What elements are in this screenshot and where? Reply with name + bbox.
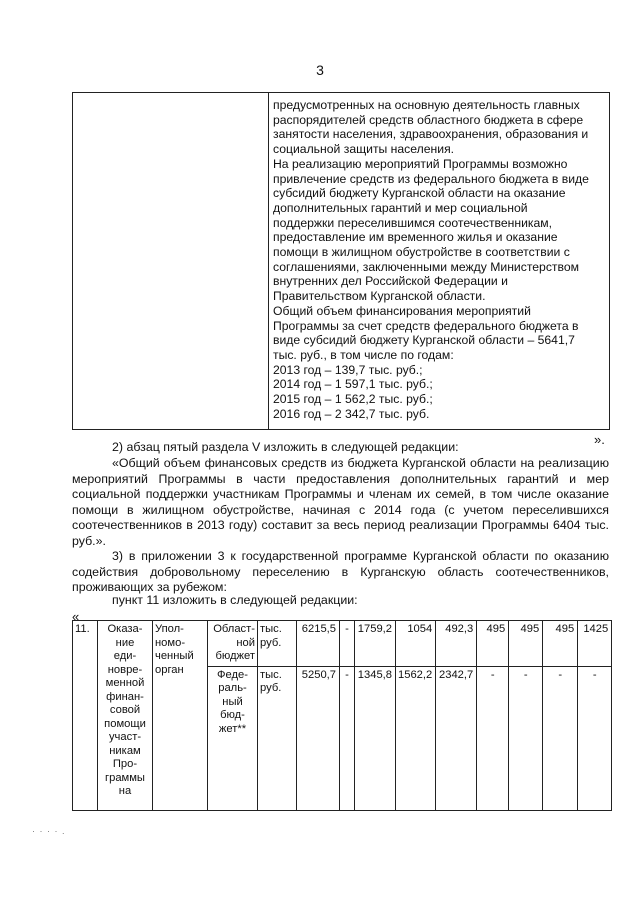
value-cell: -: [340, 666, 355, 811]
continuation-table: [72, 92, 610, 430]
text-line: 2015 год – 1 562,2 тыс. руб.;: [273, 392, 433, 407]
value-cell: -: [340, 621, 355, 667]
value-cell: 5250,7: [297, 666, 340, 811]
paragraph-item-3: 3) в приложении 3 к государственной программе Курганской области по оказанию содействия добровольному переселению в Курганскую область соотечественников, проживающих за рубежом:: [72, 549, 609, 595]
value-cell: 492,3: [436, 621, 477, 667]
source-cell: Област- ной бюджет: [208, 621, 258, 667]
text-line: субсидий бюджету Курганской области на оказание: [273, 186, 566, 201]
row-number-cell: 11.: [73, 621, 98, 811]
value-cell: 6215,5: [297, 621, 340, 667]
text-line: поддержки переселившимся соотечественникам,: [273, 215, 553, 230]
text-line: внутренних дел Российской Федерации и: [273, 274, 508, 289]
scan-artifact: · · · · .: [32, 826, 66, 836]
value-cell: -: [477, 666, 509, 811]
paragraph-quote: «Общий объем финансовых средств из бюджета Курганской области на реализацию мероприятий Программы в части предоставления дополнительных гарантий и мер социальной поддержки участникам Программы и членам их семей, в том числе оказание помощи в жилищном обустройстве, начиная с 2014 года (с учетом переселившихся соотечественников в 2013 году) составит за весь период реализации Программы 6404 тыс. руб.».: [72, 456, 609, 548]
paragraph-point: пункт 11 изложить в следующей редакции:: [112, 593, 358, 607]
event-cell: Оказа- ние еди- новре- менной финан- совой помощи участ- никам Про- граммы на: [98, 621, 153, 811]
text-line: предусмотренных на основную деятельность главных: [273, 98, 580, 112]
text-line: дополнительных гарантий и мер социальной: [273, 200, 528, 215]
text-line: помощи в жилищном обустройстве в соответствии с: [273, 245, 570, 260]
text-line: тыс. руб., в том числе по годам:: [273, 347, 454, 362]
value-cell: 495: [477, 621, 509, 667]
text-line: занятости населения, здравоохранения, образования и: [273, 127, 589, 142]
table-row: [73, 621, 612, 667]
paragraph-item-2: 2) абзац пятый раздела V изложить в следующей редакции:: [112, 440, 459, 454]
text-line: 2016 год – 2 342,7 тыс. руб.: [273, 406, 430, 421]
value-cell: -: [543, 666, 578, 811]
text-line: распорядителей средств областного бюджета в сфере: [273, 112, 584, 127]
value-cell: -: [509, 666, 543, 811]
text-line: 2013 год – 139,7 тыс. руб.;: [273, 362, 423, 377]
executor-cell: Упол- номо- ченный орган: [153, 621, 208, 811]
closing-quote: ».: [594, 432, 605, 447]
text-line: Правительством Курганской области.: [273, 289, 486, 304]
table-cell-text: [273, 98, 607, 421]
value-cell: 1562,2: [396, 666, 436, 811]
unit-cell: тыс. руб.: [258, 666, 297, 811]
text-line: Программы за счет средств федерального бюджета в: [273, 318, 579, 333]
text-line: На реализацию мероприятий Программы возможно: [273, 156, 568, 171]
value-cell: 1759,2: [355, 621, 396, 667]
value-cell: 495: [509, 621, 543, 667]
value-cell: 1345,8: [355, 666, 396, 811]
value-cell: -: [578, 666, 612, 811]
value-cell: 1425: [578, 621, 612, 667]
text-line: Общий объем финансирования мероприятий: [273, 303, 531, 318]
text-line: виде субсидий бюджету Курганской области – 5641,7: [273, 333, 575, 348]
text-line: 2014 год – 1 597,1 тыс. руб.;: [273, 377, 433, 392]
value-cell: 1054: [396, 621, 436, 667]
text-line: социальной защиты населения.: [273, 142, 455, 157]
text-line: предоставление им временного жилья и оказание: [273, 230, 558, 245]
unit-cell: тыс. руб.: [258, 621, 297, 667]
page-number: 3: [316, 62, 324, 78]
value-cell: 2342,7: [436, 666, 477, 811]
appendix-table: [72, 620, 612, 811]
text-line: привлечение средств из федерального бюджета в виде: [273, 171, 589, 186]
source-cell: Феде- раль- ный бюд- жет**: [208, 666, 258, 811]
value-cell: 495: [543, 621, 578, 667]
opening-quote: «: [72, 609, 80, 624]
text-line: соглашениями, заключенными между Министерством: [273, 259, 579, 274]
table-column-divider: [268, 93, 269, 429]
